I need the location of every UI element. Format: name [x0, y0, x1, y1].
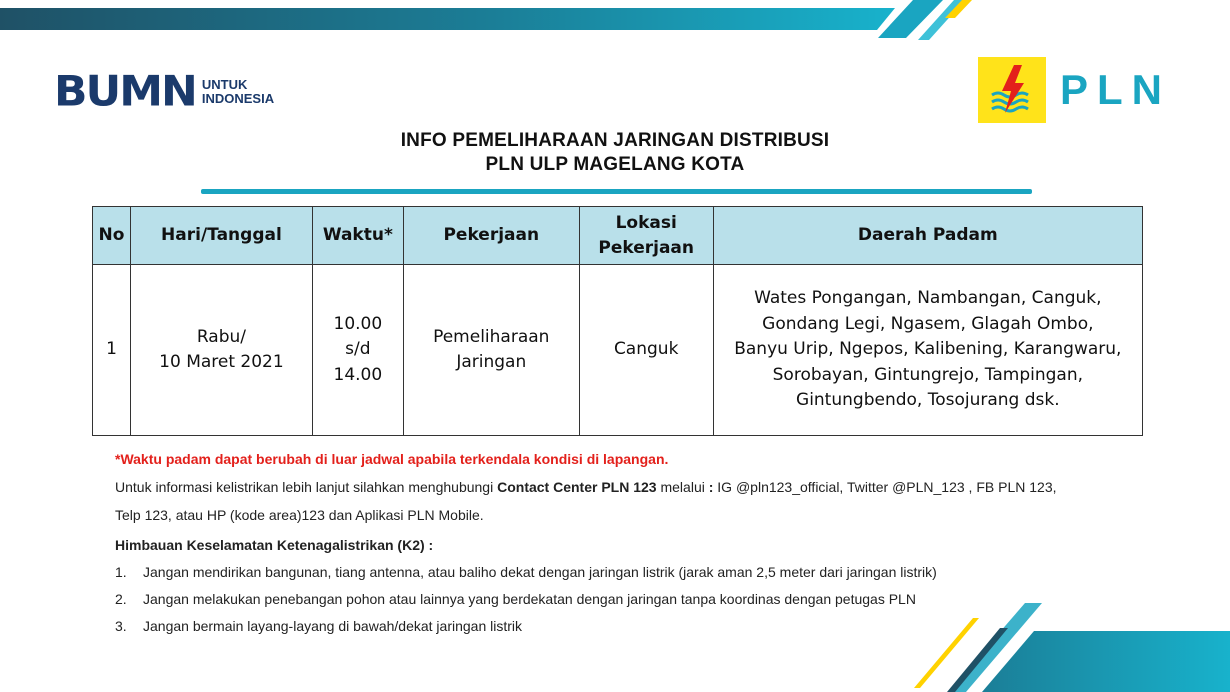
list-item: 1. Jangan mendirikan bangunan, tiang antenna, atau baliho dekat dengan jaringan listrik (jarak aman 2,5 meter dari jaringan listrik)	[115, 564, 937, 580]
cell-location: Canguk	[579, 265, 713, 436]
cell-no: 1	[93, 265, 131, 436]
pln-lightning-icon	[978, 57, 1046, 123]
table-header-row	[93, 207, 1143, 265]
column-header-job: Pekerjaan	[403, 207, 579, 265]
safety-title: Himbauan Keselamatan Ketenagalistrikan (K2) :	[115, 537, 434, 553]
contact-info-line-2: Telp 123, atau HP (kode area)123 dan Aplikasi PLN Mobile.	[115, 507, 484, 523]
bumn-logo-subtitle: UNTUK INDONESIA	[201, 77, 275, 106]
cell-outage-area: Wates Pongangan, Nambangan, Canguk, Gondang Legi, Ngasem, Glagah Ombo, Banyu Urip, Ngepos, Kalibening, Karangwaru, Sorobayan, Gintungrejo, Tampingan, Gintungbendo, Tosojurang dsk.	[713, 265, 1142, 436]
pln-logo	[978, 57, 1171, 123]
column-header-outage-area: Daerah Padam	[713, 207, 1142, 265]
page-title-line-1: INFO PEMELIHARAAN JARINGAN DISTRIBUSI	[400, 130, 830, 151]
title-divider	[201, 189, 1032, 194]
column-header-date: Hari/Tanggal	[130, 207, 312, 265]
column-header-location: Lokasi Pekerjaan	[579, 207, 713, 265]
bumn-logo-word: BUMN	[54, 67, 196, 116]
cell-time: 10.00 s/d 14.00	[312, 265, 403, 436]
list-item: 3. Jangan bermain layang-layang di bawah/dekat jaringan listrik	[115, 618, 523, 634]
cell-job: Pemeliharaan Jaringan	[403, 265, 579, 436]
column-header-no: No	[93, 207, 131, 265]
page-title-line-2: PLN ULP MAGELANG KOTA	[485, 154, 745, 175]
cell-date: Rabu/ 10 Maret 2021	[130, 265, 312, 436]
column-header-time: Waktu*	[312, 207, 403, 265]
table-row	[93, 265, 1143, 436]
pln-logo-text: PLN	[1060, 66, 1171, 113]
schedule-warning: *Waktu padam dapat berubah di luar jadwal apabila terkendala kondisi di lapangan.	[115, 451, 669, 467]
maintenance-table	[92, 206, 1143, 436]
contact-info-line-1: Untuk informasi kelistrikan lebih lanjut silahkan menghubungi Contact Center PLN 123 melalui : IG @pln123_official, Twitter @PLN_123 , FB PLN 123,	[115, 479, 1057, 495]
top-banner-stripes	[0, 0, 1230, 45]
list-item: 2. Jangan melakukan penebangan pohon atau lainnya yang berdekatan dengan jaringan tanpa koordinas dengan petugas PLN	[115, 591, 916, 607]
bottom-banner-stripes	[900, 598, 1230, 692]
bumn-logo	[54, 67, 275, 116]
